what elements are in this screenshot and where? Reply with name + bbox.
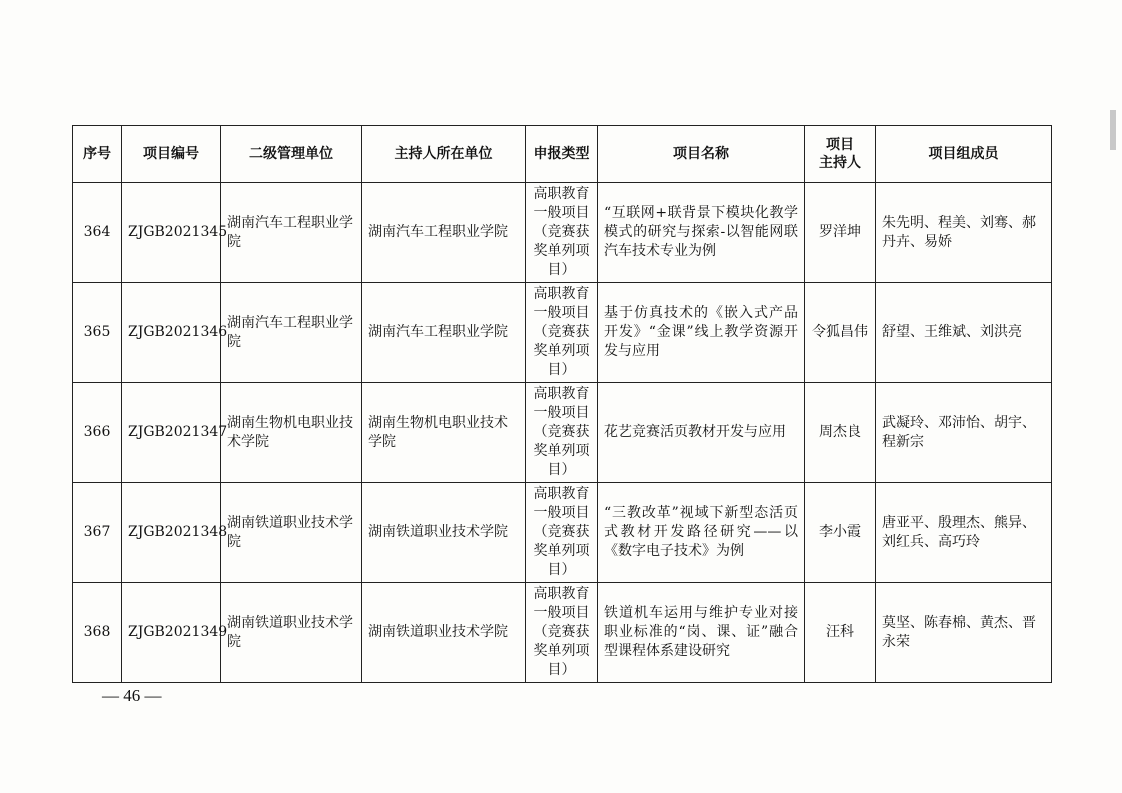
- cell-type: 高职教育一般项目（竞赛获奖单列项目）: [526, 183, 598, 283]
- header-name: 项目名称: [598, 126, 805, 183]
- cell-project-name: “互联网+联背景下模块化教学模式的研究与探索-以智能网联汽车技术专业为例: [598, 183, 805, 283]
- cell-host-unit: 湖南生物机电职业技术学院: [362, 383, 526, 483]
- scan-margin-mark: [1110, 110, 1116, 150]
- table-header-row: [73, 126, 1052, 183]
- header-host-unit: 主持人所在单位: [362, 126, 526, 183]
- cell-project-name: “三教改革”视域下新型态活页式教材开发路径研究——以《数字电子技术》为例: [598, 483, 805, 583]
- table-row: [73, 383, 1052, 483]
- cell-seq: 367: [73, 483, 122, 583]
- cell-members: 唐亚平、殷理杰、熊异、刘红兵、高巧玲: [876, 483, 1052, 583]
- cell-project-name: 铁道机车运用与维护专业对接职业标准的“岗、课、证”融合型课程体系建设研究: [598, 583, 805, 683]
- cell-members: 舒望、王维斌、刘洪亮: [876, 283, 1052, 383]
- table-row: [73, 183, 1052, 283]
- cell-seq: 364: [73, 183, 122, 283]
- cell-leader: 周杰良: [805, 383, 876, 483]
- header-leader: 项目 主持人: [805, 126, 876, 183]
- cell-host-unit: 湖南汽车工程职业学院: [362, 283, 526, 383]
- cell-admin-unit: 湖南汽车工程职业学院: [221, 183, 362, 283]
- cell-code: ZJGB2021346: [122, 283, 221, 383]
- cell-members: 莫坚、陈春棉、黄杰、晋永荣: [876, 583, 1052, 683]
- cell-seq: 368: [73, 583, 122, 683]
- header-admin-unit: 二级管理单位: [221, 126, 362, 183]
- cell-leader: 李小霞: [805, 483, 876, 583]
- cell-members: 朱先明、程美、刘骞、郝丹卉、易娇: [876, 183, 1052, 283]
- cell-code: ZJGB2021349: [122, 583, 221, 683]
- page-number: — 46 —: [102, 686, 162, 705]
- header-type: 申报类型: [526, 126, 598, 183]
- table-row: [73, 283, 1052, 383]
- cell-type: 高职教育一般项目（竞赛获奖单列项目）: [526, 583, 598, 683]
- cell-type: 高职教育一般项目（竞赛获奖单列项目）: [526, 283, 598, 383]
- cell-members: 武凝玲、邓沛怡、胡宇、程新宗: [876, 383, 1052, 483]
- cell-code: ZJGB2021347: [122, 383, 221, 483]
- cell-code: ZJGB2021348: [122, 483, 221, 583]
- cell-admin-unit: 湖南生物机电职业技术学院: [221, 383, 362, 483]
- header-code: 项目编号: [122, 126, 221, 183]
- header-seq: 序号: [73, 126, 122, 183]
- cell-seq: 366: [73, 383, 122, 483]
- cell-leader: 令狐昌伟: [805, 283, 876, 383]
- cell-type: 高职教育一般项目（竞赛获奖单列项目）: [526, 483, 598, 583]
- cell-admin-unit: 湖南汽车工程职业学院: [221, 283, 362, 383]
- cell-seq: 365: [73, 283, 122, 383]
- cell-leader: 罗洋坤: [805, 183, 876, 283]
- cell-type: 高职教育一般项目（竞赛获奖单列项目）: [526, 383, 598, 483]
- header-members: 项目组成员: [876, 126, 1052, 183]
- table-row: [73, 583, 1052, 683]
- cell-code: ZJGB2021345: [122, 183, 221, 283]
- cell-host-unit: 湖南汽车工程职业学院: [362, 183, 526, 283]
- cell-host-unit: 湖南铁道职业技术学院: [362, 483, 526, 583]
- cell-project-name: 基于仿真技术的《嵌入式产品开发》“金课”线上教学资源开发与应用: [598, 283, 805, 383]
- cell-admin-unit: 湖南铁道职业技术学院: [221, 483, 362, 583]
- table-row: [73, 483, 1052, 583]
- cell-host-unit: 湖南铁道职业技术学院: [362, 583, 526, 683]
- cell-project-name: 花艺竞赛活页教材开发与应用: [598, 383, 805, 483]
- cell-admin-unit: 湖南铁道职业技术学院: [221, 583, 362, 683]
- project-table: [72, 125, 1052, 683]
- cell-leader: 汪科: [805, 583, 876, 683]
